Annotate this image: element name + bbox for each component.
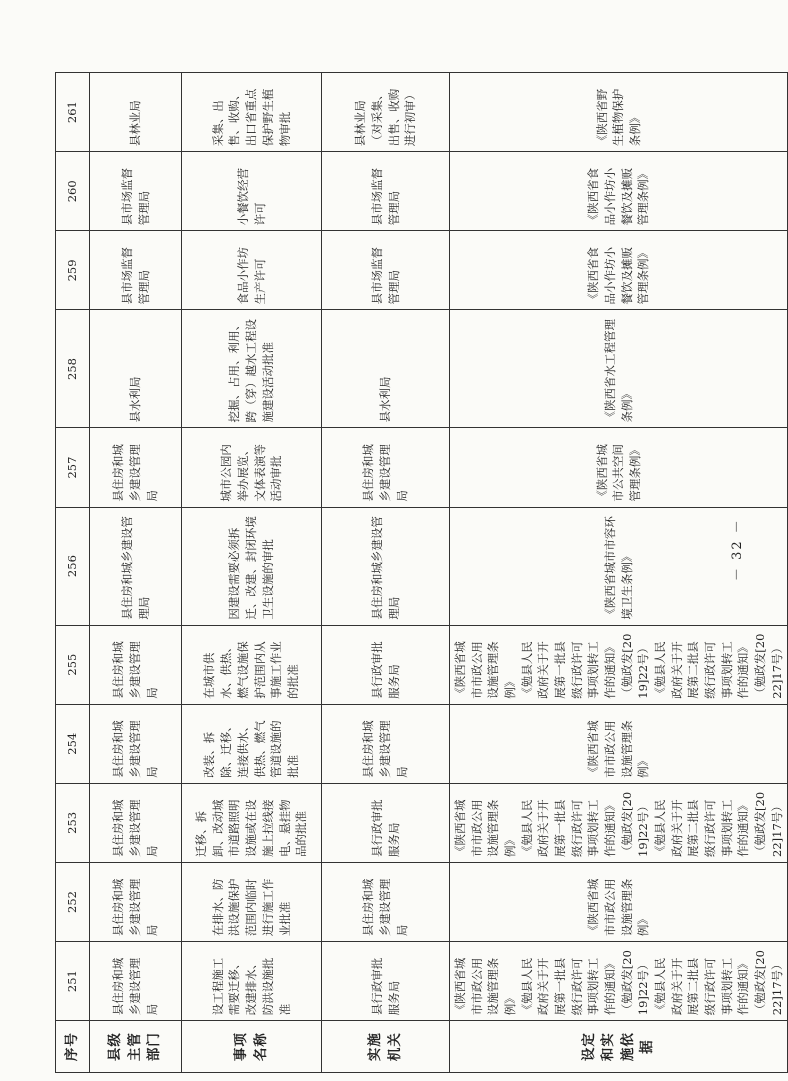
cell-agency: 县市场监督管理局	[322, 152, 450, 231]
basis-line: 《陕西省城市市政公用设施管理条例》	[453, 641, 518, 699]
field-row-item	[182, 73, 322, 1073]
cell-agency: 县住房和城乡建设管理局	[322, 704, 450, 783]
basis-line: 《陕西省城市市政公用设施管理条例》	[586, 878, 651, 937]
cell-agency: 县行政审批服务局	[322, 783, 450, 862]
cell-agency: 县水利局	[322, 310, 450, 428]
cell-item: 在城市供水、供热、燃气设施保护范围内从事施工作业的批准	[182, 625, 322, 704]
cell-agency: 县林业局（对采集、出售、收购进行初审）	[322, 73, 450, 152]
field-row-agency	[322, 73, 450, 1073]
basis-line: 《陕西省城市公共空间管理条例》	[594, 444, 643, 502]
cell-agency: 县行政审批服务局	[322, 625, 450, 704]
cell-agency: 县市场监督管理局	[322, 231, 450, 310]
cell-basis	[450, 783, 788, 862]
cell-basis	[450, 862, 788, 941]
cell-basis	[450, 152, 788, 231]
header-col-basis: 设定和实施依据	[450, 1021, 788, 1073]
cell-no: 259	[56, 231, 90, 310]
basis-line: 《陕西省水工程管理条例》	[603, 318, 634, 423]
cell-dept: 县住房和城乡建设管理局	[90, 428, 182, 507]
cell-basis	[450, 704, 788, 783]
page-number: － 32 －	[730, 518, 745, 581]
cell-no: 261	[56, 73, 90, 152]
cell-no: 251	[56, 942, 90, 1021]
header-col-item: 事项名称	[182, 1021, 322, 1073]
cell-basis	[450, 428, 788, 507]
cell-dept: 县住房和城乡建设管理局	[90, 704, 182, 783]
header-col-agency: 实施机关	[322, 1021, 450, 1073]
cell-basis	[450, 73, 788, 152]
cell-basis	[450, 942, 788, 1021]
basis-line: 《陕西省城市市政公用设施管理条例》	[453, 799, 518, 857]
cell-item: 改装、拆除、迁移、连接供水、供热、燃气管道设施的批准	[182, 704, 322, 783]
cell-item: 小餐饮经营许可	[182, 152, 322, 231]
cell-item: 食品小作坊生产许可	[182, 231, 322, 310]
basis-line: 《勉县人民政府关于开展第二批县级行政许可事项划转工作的通知》（勉政发[2022]17号）	[653, 633, 784, 699]
basis-line: 《勉县人民政府关于开展第二批县级行政许可事项划转工作的通知》（勉政发[2022]17号）	[653, 950, 784, 1016]
cell-item: 因建设需要必须拆迁、改建、封闭环境卫生设施的审批	[182, 507, 322, 625]
cell-no: 256	[56, 507, 90, 625]
cell-basis	[450, 310, 788, 428]
cell-basis	[450, 625, 788, 704]
cell-no: 258	[56, 310, 90, 428]
field-row-no	[56, 73, 90, 1073]
cell-dept: 县住房和城乡建设管理局	[90, 507, 182, 625]
cell-dept: 县住房和城乡建设管理局	[90, 942, 182, 1021]
cell-no: 252	[56, 862, 90, 941]
cell-agency: 县住房和城乡建设管理局	[322, 862, 450, 941]
cell-item: 在排水、防洪设施保护范围内临时进行施工作业批准	[182, 862, 322, 941]
cell-dept: 县林业局	[90, 73, 182, 152]
cell-dept: 县水利局	[90, 310, 182, 428]
cell-item: 设工程施工需要迁移、改建排水、防洪设施批准	[182, 942, 322, 1021]
cell-no: 257	[56, 428, 90, 507]
field-row-dept	[90, 73, 182, 1073]
basis-line: 《陕西省食品小作坊小餐饮及摊贩管理条例》	[586, 246, 651, 305]
header-col-no: 序号	[56, 1021, 90, 1073]
cell-basis	[450, 231, 788, 310]
cell-item: 挖掘、占用、利用、跨（穿）越水工程设施建设活动批准	[182, 310, 322, 428]
cell-no: 260	[56, 152, 90, 231]
basis-line: 《勉县人民政府关于开展第一批县级行政许可事项划转工作的通知》（勉政发[2019]22号）	[519, 950, 651, 1016]
cell-agency: 县行政审批服务局	[322, 942, 450, 1021]
basis-line: 《陕西省城市市政公用设施管理条例》	[453, 957, 518, 1016]
cell-dept: 县市场监督管理局	[90, 152, 182, 231]
basis-line: 《陕西省食品小作坊小餐饮及摊贩管理条例》	[586, 167, 651, 226]
cell-agency: 县住房和城乡建设管理局	[322, 507, 450, 625]
cell-dept: 县住房和城乡建设管理局	[90, 862, 182, 941]
approval-items-table	[55, 72, 788, 1073]
cell-agency: 县住房和城乡建设管理局	[322, 428, 450, 507]
cell-item: 迁移、拆卸、改动城市道路照明设施或在设施上拉线接电、悬挂物品的批准	[182, 783, 322, 862]
basis-line: 《勉县人民政府关于开展第一批县级行政许可事项划转工作的通知》（勉政发[2019]22号）	[519, 633, 651, 699]
cell-dept: 县住房和城乡建设管理局	[90, 625, 182, 704]
cell-dept: 县市场监督管理局	[90, 231, 182, 310]
basis-line: 《勉县人民政府关于开展第二批县级行政许可事项划转工作的通知》（勉政发[2022]17号）	[653, 791, 784, 857]
basis-line: 《勉县人民政府关于开展第一批县级行政许可事项划转工作的通知》（勉政发[2019]22号）	[519, 791, 651, 857]
cell-no: 255	[56, 625, 90, 704]
cell-no: 254	[56, 704, 90, 783]
cell-dept: 县住房和城乡建设管理局	[90, 783, 182, 862]
cell-item: 采集、出售、收购、出口省重点保护野生植物审批	[182, 73, 322, 152]
cell-item: 城市公园内举办展览、文体表演等活动审批	[182, 428, 322, 507]
header-col-dept: 县级主管部门	[90, 1021, 182, 1073]
basis-line: 《陕西省野生植物保护条例》	[594, 88, 643, 147]
basis-line: 《陕西省城市市容环境卫生条例》	[603, 516, 634, 620]
cell-no: 253	[56, 783, 90, 862]
table-body	[56, 73, 788, 1073]
basis-line: 《陕西省城市市政公用设施管理条例》	[586, 720, 651, 778]
